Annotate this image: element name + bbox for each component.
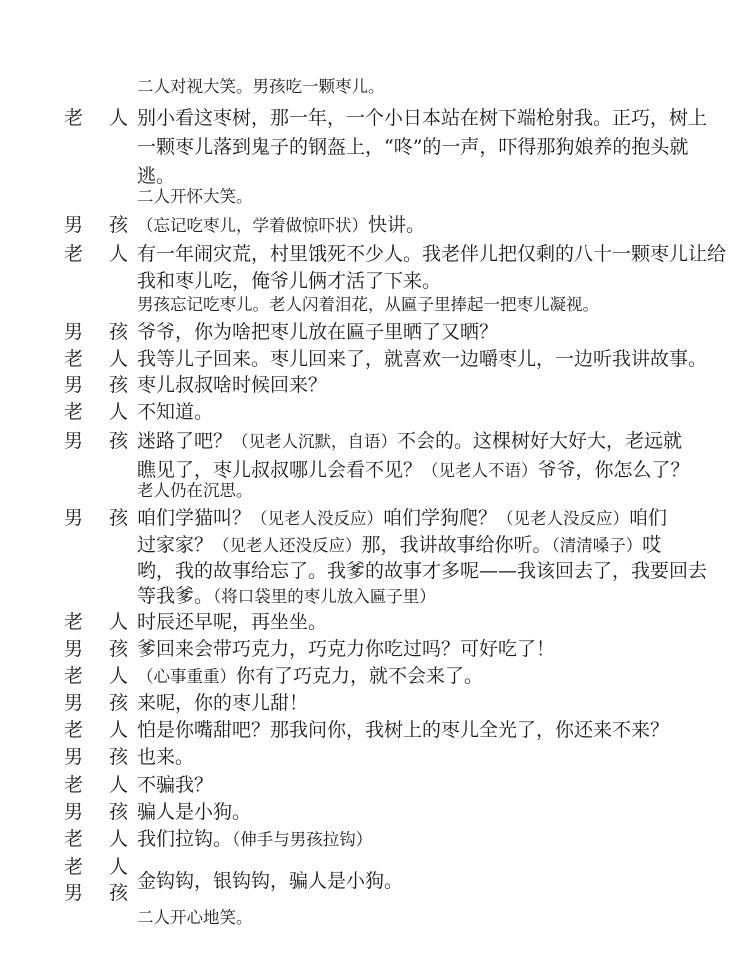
dialogue-text: 金钩钩，银钩钩，骗人是小狗。 — [137, 870, 404, 892]
inline-direction: （见老人还没反应） — [213, 536, 362, 555]
speaker-old-man: 老 人 — [64, 348, 128, 370]
dialogue-text: （心事重重）你有了巧克力，就不会来了。 — [137, 665, 484, 687]
dialogue-text: 有一年闹灾荒，村里饿死不少人。我老伴儿把仅剩的八十一颗枣儿让给 — [137, 243, 727, 265]
speaker-old-man: 老 人 — [64, 243, 128, 265]
dialogue-text: 我们拉钩。（伸手与男孩拉钩） — [137, 828, 373, 850]
stage-direction-text: 二人对视大笑。男孩吃一颗枣儿。 — [137, 77, 385, 96]
speaker-old-man: 老 人 — [64, 107, 128, 129]
speaker-boy: 男 孩 — [64, 214, 128, 236]
speaker-old-man: 老 人 — [64, 401, 128, 423]
speaker-boy: 男 孩 — [64, 638, 128, 660]
stage-direction-text: 老人仍在沉思。 — [137, 481, 253, 500]
stage-direction-text: 男孩忘记吃枣儿。老人闪着泪花，从匾子里捧起一把枣儿凝视。 — [137, 295, 599, 314]
inline-direction: （见老人不语） — [422, 461, 538, 480]
dialogue-text: 过家家？（见老人还没反应）那，我讲故事给你听。（清清嗓子）哎 — [137, 534, 662, 556]
inline-direction: （见老人没反应） — [251, 509, 384, 528]
dialogue-text: 爹回来会带巧克力，巧克力你吃过吗？可好吃了！ — [137, 638, 556, 660]
inline-direction: （伸手与男孩拉钩） — [232, 830, 373, 849]
dialogue-text: 也来。 — [137, 746, 195, 768]
dialogue-text: 不知道。 — [137, 401, 214, 423]
dialogue-text: 枣儿叔叔啥时候回来？ — [137, 374, 328, 396]
dialogue-text: 别小看这枣树，那一年，一个小日本站在树下端枪射我。正巧，树上 — [137, 107, 708, 129]
dialogue-text: 骗人是小狗。 — [137, 801, 252, 823]
speaker-old-man: 老 人 — [64, 665, 128, 687]
dialogue-text: 怕是你嘴甜吧？那我问你，我树上的枣儿全光了，你还来不来？ — [137, 719, 670, 741]
speaker-old-man: 老 人 — [64, 774, 128, 796]
dialogue-text: 瞧见了，枣儿叔叔哪儿会看不见？（见老人不语）爷爷，你怎么了？ — [137, 459, 690, 481]
inline-direction: （忘记吃枣儿，学着做惊吓状） — [137, 216, 368, 235]
inline-direction: （见老人沉默，自语） — [232, 432, 398, 451]
speaker-old-man: 老 人 — [64, 611, 128, 633]
stage-direction-text: 二人开怀大笑。 — [137, 187, 253, 206]
speaker-boy: 男 孩 — [64, 882, 128, 904]
dialogue-text: 逃。 — [137, 165, 176, 187]
dialogue-text: 一颗枣儿落到鬼子的钢盔上，“咚”的一声，吓得那狗娘养的抱头就 — [137, 136, 689, 158]
dialogue-text: 等我爹。（将口袋里的枣儿放入匾子里） — [137, 585, 436, 607]
speaker-old-man: 老 人 — [64, 719, 128, 741]
speaker-boy: 男 孩 — [64, 321, 128, 343]
stage-direction-text: 二人开心地笑。 — [137, 908, 253, 927]
dialogue-text: （忘记吃枣儿，学着做惊吓状）快讲。 — [137, 214, 426, 236]
dialogue-text: 咱们学猫叫？（见老人没反应）咱们学狗爬？（见老人没反应）咱们 — [137, 507, 668, 529]
speaker-boy: 男 孩 — [64, 692, 128, 714]
dialogue-text: 迷路了吧？（见老人沉默，自语）不会的。这棵树好大好大，老远就 — [137, 430, 683, 452]
speaker-boy: 男 孩 — [64, 801, 128, 823]
inline-direction: （心事重重） — [137, 667, 236, 686]
speaker-old-man: 老 人 — [64, 856, 128, 878]
inline-direction: （清清嗓子） — [551, 536, 643, 555]
speaker-boy: 男 孩 — [64, 430, 128, 452]
speaker-boy: 男 孩 — [64, 507, 128, 529]
dialogue-text: 爷爷，你为啥把枣儿放在匾子里晒了又晒？ — [137, 321, 499, 343]
inline-direction: （见老人没反应） — [497, 509, 630, 528]
dialogue-text: 哟，我的故事给忘了。我爹的故事才多呢——我该回去了，我要回去 — [137, 560, 708, 582]
dialogue-text: 我和枣儿吃，俺爷儿俩才活了下来。 — [137, 270, 442, 292]
speaker-old-man: 老 人 — [64, 828, 128, 850]
speaker-boy: 男 孩 — [64, 746, 128, 768]
inline-direction: （将口袋里的枣儿放入匾子里） — [213, 587, 436, 606]
dialogue-text: 不骗我？ — [137, 774, 214, 796]
speaker-boy: 男 孩 — [64, 374, 128, 396]
dialogue-text: 时辰还早呢，再坐坐。 — [137, 611, 328, 633]
dialogue-text: 来呢，你的枣儿甜！ — [137, 692, 309, 714]
dialogue-text: 我等儿子回来。枣儿回来了，就喜欢一边嚼枣儿，一边听我讲故事。 — [137, 348, 708, 370]
